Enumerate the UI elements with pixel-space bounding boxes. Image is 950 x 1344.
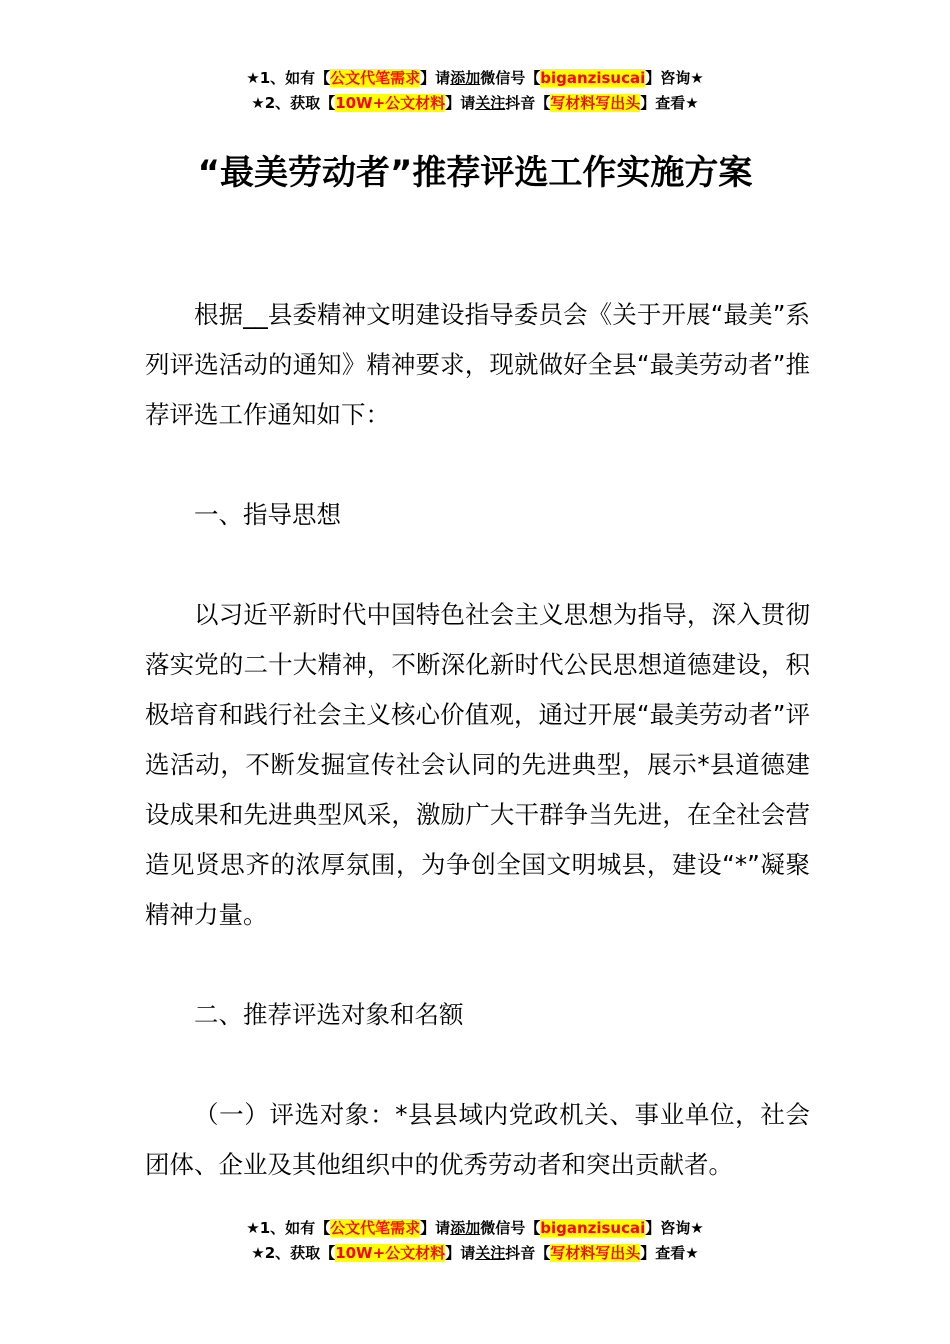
banner-line-2: ★2、获取【10W+公文材料】请关注抖音【写材料写出头】查看★: [251, 94, 699, 112]
footer-banner: [0, 1216, 950, 1266]
section-heading: 一、指导思想: [194, 500, 341, 529]
header-banner: [0, 66, 950, 116]
banner-line-1: ★1、如有【公文代笔需求】请添加微信号【biganzisucai】咨询★: [246, 69, 704, 87]
banner-line-1: ★1、如有【公文代笔需求】请添加微信号【biganzisucai】咨询★: [246, 1219, 704, 1237]
document-title: “最美劳动者”推荐评选工作实施方案: [197, 153, 753, 193]
banner-highlight: 公文代笔需求: [330, 1219, 421, 1237]
document-body: [145, 290, 810, 1190]
banner-line-2: ★2、获取【10W+公文材料】请关注抖音【写材料写出头】查看★: [251, 1244, 699, 1262]
banner-highlight: 公文代笔需求: [330, 69, 421, 87]
banner-highlight: 写材料写出头: [550, 1244, 641, 1262]
paragraph: （一）评选对象：*县县域内党政机关、事业单位，社会团体、企业及其他组织中的优秀劳动者和突出贡献者。: [145, 1100, 810, 1179]
paragraph: 以习近平新时代中国特色社会主义思想为指导，深入贯彻落实党的二十大精神，不断深化新时代公民思想道德建设，积极培育和践行社会主义核心价值观，通过开展“最美劳动者”评选活动，不断发掘宣传社会认同的先进典型，展示*县道德建设成果和先进典型风采，激励广大干群争当先进，在全社会营造见贤思齐的浓厚氛围，为争创全国文明城县，建设“*”凝聚精神力量。: [145, 600, 810, 929]
banner-highlight: biganzisucai: [540, 69, 646, 87]
section-heading: 二、推荐评选对象和名额: [194, 1000, 464, 1029]
banner-highlight: biganzisucai: [540, 1219, 646, 1237]
banner-highlight: 10W+公文材料: [335, 94, 446, 112]
paragraph-intro: 根据__县委精神文明建设指导委员会《关于开展“最美”系列评选活动的通知》精神要求，现就做好全县“最美劳动者”推荐评选工作通知如下：: [145, 300, 810, 429]
banner-highlight: 10W+公文材料: [335, 1244, 446, 1262]
banner-highlight: 写材料写出头: [550, 94, 641, 112]
